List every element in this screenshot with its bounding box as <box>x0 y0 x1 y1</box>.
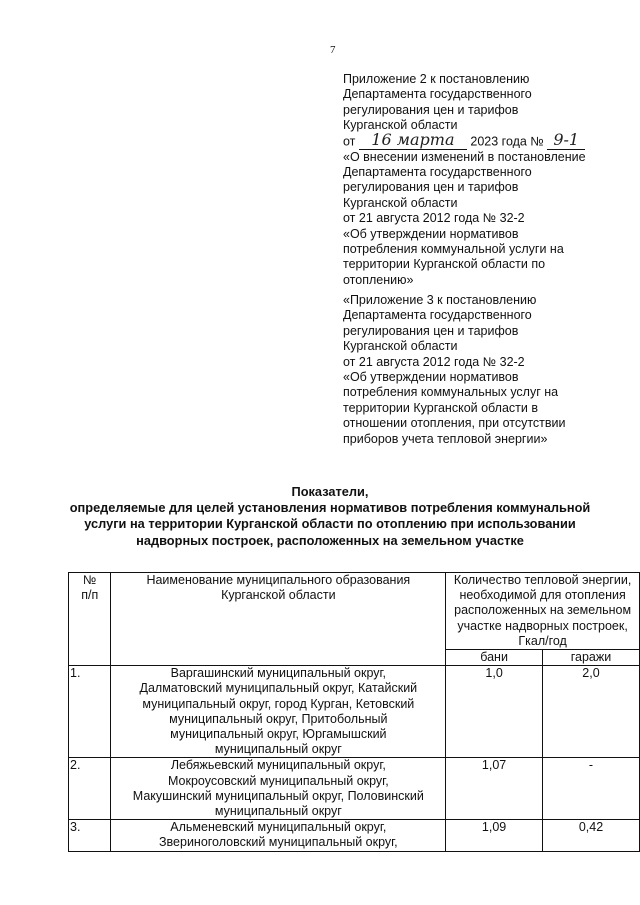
header-text: участке надворных построек, <box>457 618 628 633</box>
appendix-line: отоплению» <box>343 272 414 287</box>
appendix-line: Департамента государственного <box>343 87 532 102</box>
row-name <box>111 666 446 758</box>
appendix-line: от 21 августа 2012 года № 32-2 <box>343 211 525 226</box>
date-line <box>343 129 586 150</box>
header-text: Количество тепловой энергии, <box>453 573 632 587</box>
row-baths: 1,07 <box>446 758 543 820</box>
appendix-line: «Приложение 3 к постановлению <box>343 293 537 307</box>
row-name-line: Далматовский муниципальный округ, Катайский <box>139 681 418 696</box>
title-line: Показатели, <box>291 484 369 499</box>
appendix-line: Курганской области <box>343 195 458 210</box>
row-garages: 0,42 <box>542 820 639 851</box>
row-name-line: Варгашинский муниципальный округ, <box>170 666 387 681</box>
header-text: п/п <box>81 588 99 603</box>
header-quantity <box>446 573 640 650</box>
row-num: 2. <box>69 758 111 820</box>
appendix-line: Курганской области <box>343 339 458 354</box>
header-text: Наименование муниципального образования <box>146 573 411 587</box>
row-garages: 2,0 <box>542 666 639 758</box>
appendix-line: регулирования цен и тарифов <box>343 180 519 195</box>
appendix-line: территории Курганской области в <box>343 400 538 415</box>
row-num: 3. <box>69 820 111 851</box>
appendix-line: территории Курганской области по <box>343 257 546 272</box>
header-text: необходимой для отопления <box>459 588 626 603</box>
title-line: надворных построек, расположенных на земельном участке <box>136 532 524 548</box>
header-text: Курганской области <box>221 588 336 603</box>
table-row <box>69 758 640 820</box>
row-name-line: муниципальный округ <box>214 804 342 819</box>
header-num <box>69 573 111 666</box>
appendix-line: Курганской области <box>343 118 458 133</box>
document-title <box>60 484 600 549</box>
appendix-line: Департамента государственного <box>343 165 532 180</box>
row-name-line: Лебяжьевский муниципальный округ, <box>170 758 386 773</box>
appendix-block-2 <box>343 293 566 447</box>
appendix-block <box>343 72 586 288</box>
row-name-line: муниципальный округ, город Курган, Кетовский <box>142 696 415 711</box>
appendix-line: «Об утверждении нормативов <box>343 370 519 385</box>
appendix-line: регулирования цен и тарифов <box>343 102 519 117</box>
appendix-line: потребления коммунальной услуги на <box>343 242 564 257</box>
header-text: расположенных на земельном <box>454 603 632 618</box>
row-num: 1. <box>69 666 111 758</box>
table-row <box>69 666 640 758</box>
norms-table <box>68 572 640 852</box>
row-name <box>111 820 446 851</box>
header-baths: бани <box>446 650 543 666</box>
year-text: 2023 года № <box>470 134 544 149</box>
row-baths: 1,0 <box>446 666 543 758</box>
title-line: определяемые для целей установления нормативов потребления коммунальной <box>69 500 591 516</box>
row-baths: 1,09 <box>446 820 543 851</box>
handwritten-date: 16 марта <box>371 129 455 149</box>
header-name <box>111 573 446 666</box>
row-name <box>111 758 446 820</box>
appendix-line: потребления коммунальных услуг на <box>343 385 559 400</box>
table-row <box>69 820 640 851</box>
row-name-line: Альменевский муниципальный округ, <box>170 820 387 835</box>
appendix-line: «О внесении изменений в постановление <box>343 149 586 164</box>
header-text: № <box>83 573 97 587</box>
row-name-line: муниципальный округ, Юргамышский <box>170 727 387 742</box>
row-name-line: Звериноголовский муниципальный округ, <box>158 835 398 850</box>
row-name-line: муниципальный округ, Притобольный <box>169 711 388 726</box>
page-number: 7 <box>330 44 336 56</box>
title-line: услуги на территории Курганской области по отоплению при использовании <box>84 516 576 532</box>
header-garages: гаражи <box>542 650 639 666</box>
row-garages: - <box>542 758 639 820</box>
appendix-line: Приложение 2 к постановлению <box>343 72 530 86</box>
appendix-line: приборов учета тепловой энергии» <box>343 431 548 446</box>
header-text: Гкал/год <box>518 633 567 648</box>
date-prefix: от <box>343 134 356 149</box>
table-header-row <box>69 573 640 650</box>
appendix-line: отношении отопления, при отсутствии <box>343 416 566 431</box>
row-name-line: муниципальный округ <box>214 742 342 757</box>
appendix-line: регулирования цен и тарифов <box>343 323 519 338</box>
appendix-line: «Об утверждении нормативов <box>343 226 519 241</box>
row-name-line: Мокроусовский муниципальный округ, <box>167 773 389 788</box>
appendix-line: Департамента государственного <box>343 308 532 323</box>
row-name-line: Макушинский муниципальный округ, Половинский <box>132 788 424 803</box>
appendix-line: от 21 августа 2012 года № 32-2 <box>343 354 525 369</box>
handwritten-number: 9-1 <box>553 129 580 149</box>
